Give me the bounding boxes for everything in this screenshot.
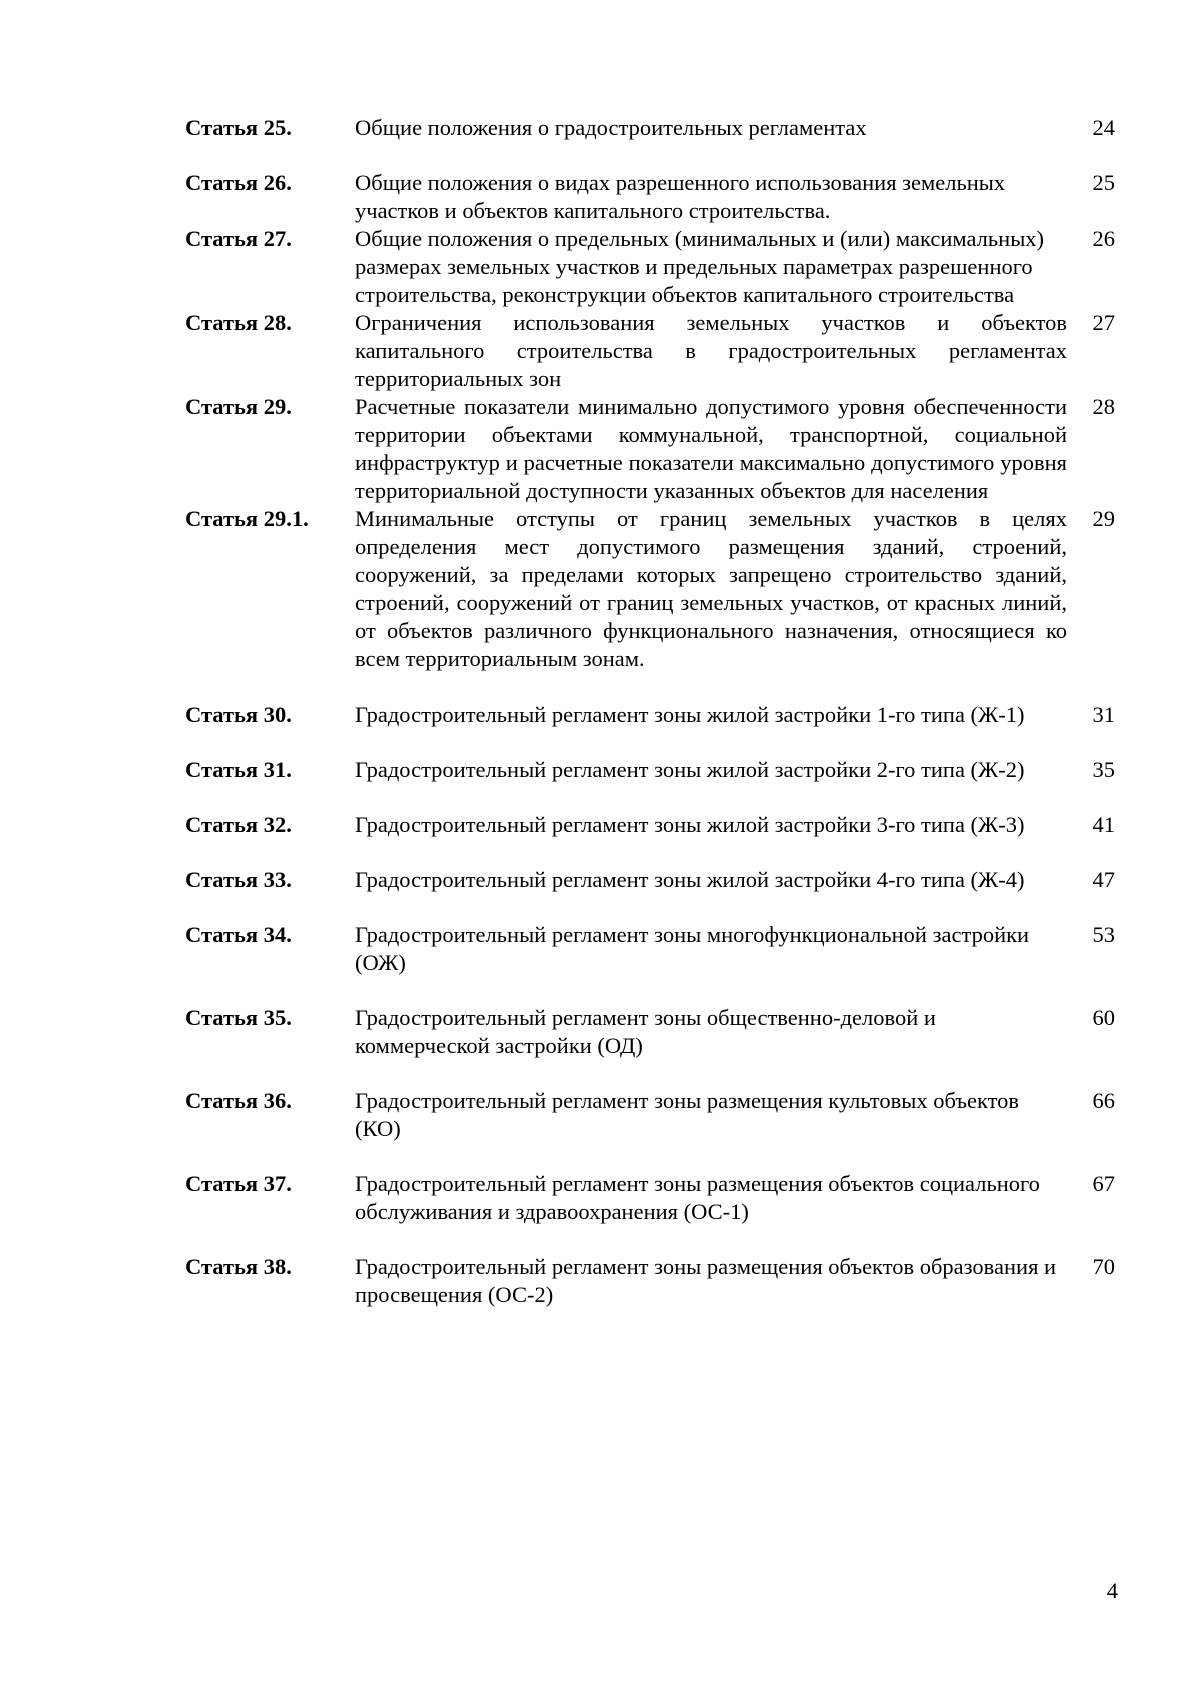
article-label: Статья 37. — [185, 1171, 292, 1196]
article-page: 67 — [1092, 1171, 1115, 1196]
article-title: Градостроительный регламент зоны общественно-деловой и коммерческой застройки (ОД) — [355, 1005, 936, 1058]
article-page: 70 — [1092, 1254, 1115, 1279]
article-label: Статья 29. — [185, 394, 292, 419]
article-label: Статья 36. — [185, 1088, 292, 1113]
toc-entry — [185, 811, 1115, 839]
toc-entry — [185, 921, 1115, 977]
article-label: Статья 28. — [185, 310, 292, 335]
article-page: 25 — [1092, 170, 1115, 195]
article-page: 26 — [1092, 226, 1115, 251]
toc-entry — [185, 225, 1115, 309]
article-label: Статья 26. — [185, 170, 292, 195]
article-title: Градостроительный регламент зоны размещения культовых объектов (КО) — [355, 1088, 1020, 1141]
toc-entry — [185, 169, 1115, 225]
article-page: 27 — [1092, 310, 1115, 335]
article-title: Общие положения о предельных (минимальных и (или) максимальных) размерах земельных участков и предельных параметрах разрешенного строительства, реконструкции объектов капитального строительства — [355, 226, 1045, 307]
article-page: 60 — [1092, 1005, 1115, 1030]
article-page: 35 — [1092, 757, 1115, 782]
toc-entry — [185, 866, 1115, 894]
article-title: Градостроительный регламент зоны размещения объектов образования и просвещения (ОС-2) — [355, 1254, 1057, 1307]
toc-entry — [185, 756, 1115, 784]
table-of-contents — [185, 114, 1115, 1309]
toc-entry — [185, 1087, 1115, 1143]
article-title: Общие положения о видах разрешенного использования земельных участков и объектов капитального строительства. — [355, 170, 1006, 223]
article-label: Статья 38. — [185, 1254, 292, 1279]
article-page: 41 — [1092, 812, 1115, 837]
toc-entry — [185, 393, 1115, 505]
toc-entry — [185, 1170, 1115, 1226]
article-title: Градостроительный регламент зоны размещения объектов социального обслуживания и здравоохранения (ОС-1) — [355, 1171, 1040, 1224]
article-label: Статья 35. — [185, 1005, 292, 1030]
page-number: 4 — [1106, 1578, 1118, 1603]
article-title: Расчетные показатели минимально допустимого уровня обеспеченности территории объектами коммунальной, транспортной, социальной инфраструктур и расчетные показатели максимально допустимого уровня территориальной доступности указанных объектов для населения — [355, 394, 1067, 503]
article-page: 53 — [1092, 922, 1115, 947]
article-label: Статья 27. — [185, 226, 292, 251]
article-label: Статья 25. — [185, 115, 292, 140]
article-label: Статья 29.1. — [185, 506, 309, 531]
article-label: Статья 31. — [185, 757, 292, 782]
toc-entry — [185, 1253, 1115, 1309]
toc-entry — [185, 309, 1115, 393]
article-page: 31 — [1092, 702, 1115, 727]
article-page: 29 — [1092, 506, 1115, 531]
article-title: Общие положения о градостроительных регламентах — [355, 115, 867, 140]
article-title: Градостроительный регламент зоны жилой застройки 3-го типа (Ж-3) — [355, 812, 1025, 837]
article-page: 28 — [1092, 394, 1115, 419]
article-title: Градостроительный регламент зоны жилой застройки 4-го типа (Ж-4) — [355, 867, 1025, 892]
article-title: Градостроительный регламент зоны многофункциональной застройки (ОЖ) — [355, 922, 1030, 975]
article-page: 47 — [1092, 867, 1115, 892]
toc-entry — [185, 701, 1115, 729]
article-label: Статья 34. — [185, 922, 292, 947]
toc-entry — [185, 114, 1115, 142]
article-label: Статья 30. — [185, 702, 292, 727]
article-page: 66 — [1092, 1088, 1115, 1113]
article-title: Градостроительный регламент зоны жилой застройки 2-го типа (Ж-2) — [355, 757, 1025, 782]
article-title: Градостроительный регламент зоны жилой застройки 1-го типа (Ж-1) — [355, 702, 1025, 727]
article-label: Статья 33. — [185, 867, 292, 892]
toc-entry — [185, 1004, 1115, 1060]
article-page: 24 — [1092, 115, 1115, 140]
article-title: Ограничения использования земельных участков и объектов капитального строительства в градостроительных регламентах территориальных зон — [355, 310, 1067, 391]
toc-entry — [185, 505, 1115, 673]
article-label: Статья 32. — [185, 812, 292, 837]
article-title: Минимальные отступы от границ земельных участков в целях определения мест допустимого размещения зданий, строений, сооружений, за пределами которых запрещено строительство зданий, строений, сооружений от границ земельных участков, от красных линий, от объектов различного функционального назначения, относящиеся ко всем территориальным зонам. — [355, 506, 1067, 671]
